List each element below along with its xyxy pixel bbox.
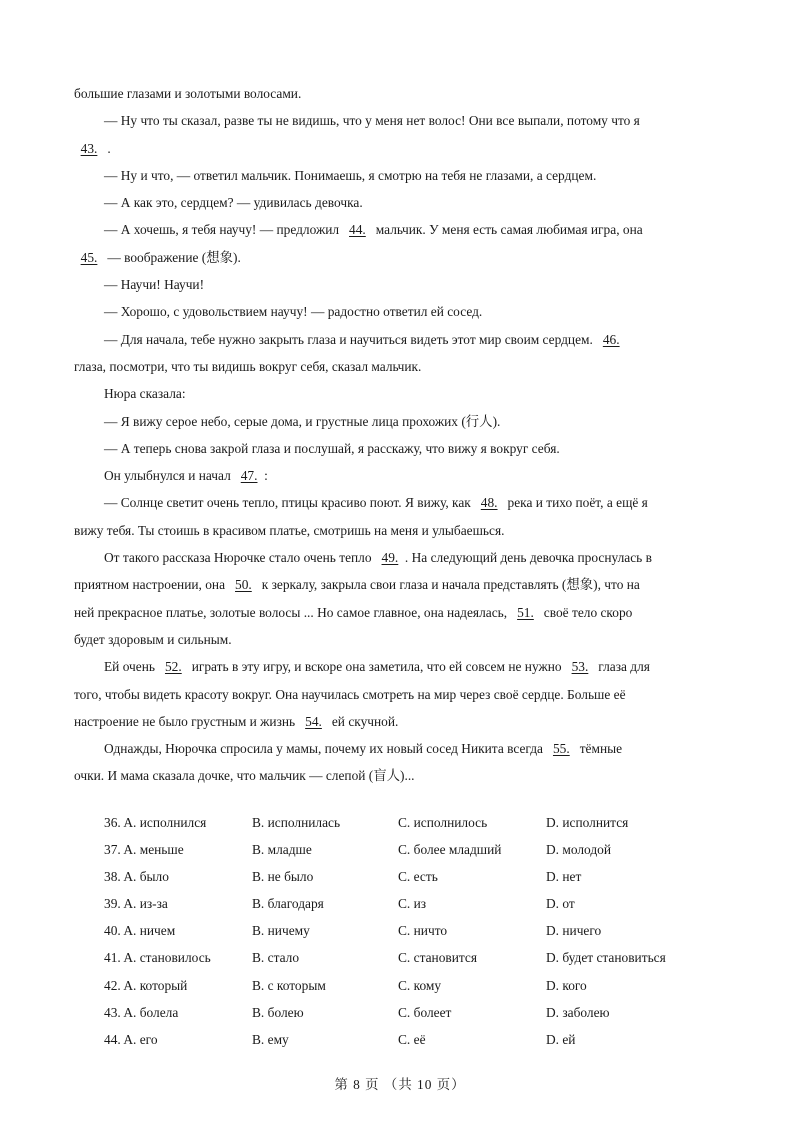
option-a-text: A. его bbox=[123, 1031, 158, 1047]
passage-text-run: — Я вижу серое небо, серые дома, и грустные лица прохожих (行人). bbox=[104, 413, 501, 429]
gap-number: 49. bbox=[381, 550, 399, 566]
question-number: 42. bbox=[104, 977, 121, 993]
question-number: 37. bbox=[104, 842, 121, 858]
passage-line bbox=[74, 189, 706, 216]
passage-line bbox=[74, 435, 706, 462]
gap-number: 51. bbox=[517, 604, 534, 620]
passage-text-run: настроение не было грустным и жизнь bbox=[74, 713, 299, 729]
option-c: C. есть bbox=[398, 869, 438, 885]
option-row bbox=[104, 836, 704, 863]
passage-text-run: глаза для bbox=[594, 659, 650, 675]
option-d: D. заболею bbox=[546, 1004, 610, 1020]
passage-line bbox=[74, 408, 706, 435]
option-a bbox=[104, 917, 252, 944]
option-d: D. будет становиться bbox=[546, 950, 666, 966]
passage-text-run: Ей очень bbox=[104, 659, 159, 675]
passage-text-run: — А как это, сердцем? — удивилась девочка. bbox=[104, 195, 363, 211]
option-c: C. из bbox=[398, 896, 427, 912]
option-row bbox=[104, 1026, 704, 1053]
option-d: D. от bbox=[546, 896, 575, 912]
option-d: D. исполнится bbox=[546, 815, 629, 830]
passage-line bbox=[74, 681, 706, 708]
passage-text-run: — Ну и что, — ответил мальчик. Понимаешь, я смотрю на тебя не глазами, а сердцем. bbox=[104, 167, 597, 183]
passage-text bbox=[74, 80, 706, 790]
passage-line bbox=[74, 162, 706, 189]
gap-number: 45. bbox=[80, 249, 98, 265]
question-number: 44. bbox=[104, 1031, 121, 1047]
question-number: 36. bbox=[104, 815, 121, 830]
option-a-text: A. ничем bbox=[123, 923, 176, 939]
option-c: C. более младший bbox=[398, 842, 502, 858]
option-a bbox=[104, 836, 252, 863]
gap-number: 53. bbox=[571, 659, 589, 675]
passage-line bbox=[74, 571, 706, 598]
passage-line bbox=[74, 626, 706, 653]
option-row bbox=[104, 917, 704, 944]
passage-line bbox=[74, 216, 706, 243]
option-a bbox=[104, 972, 252, 999]
option-a-text: A. болела bbox=[123, 1004, 179, 1020]
passage-text-run: — Ну что ты сказал, разве ты не видишь, что у меня нет волос! Они все выпали, потому что я bbox=[104, 113, 640, 129]
passage-text-run: своё тело скоро bbox=[540, 604, 633, 620]
option-a-text: A. меньше bbox=[123, 842, 184, 858]
passage-text-run: вижу тебя. Ты стоишь в красивом платье, смотришь на меня и улыбаешься. bbox=[74, 522, 505, 538]
option-b: B. исполнилась bbox=[252, 815, 341, 830]
passage-text-run: . На следующий день девочка проснулась в bbox=[404, 550, 652, 566]
passage-line bbox=[74, 735, 706, 762]
passage-text-run: — Научи! Научи! bbox=[104, 277, 205, 293]
passage-text-run: ей скучной. bbox=[328, 713, 399, 729]
passage-text-run: : bbox=[264, 468, 268, 484]
option-a-text: A. становилось bbox=[123, 950, 211, 966]
answer-options bbox=[104, 809, 704, 1053]
passage-line bbox=[74, 599, 706, 626]
passage-text-run: — воображение (想象). bbox=[104, 249, 241, 265]
gap-number: 55. bbox=[552, 741, 570, 757]
question-number: 39. bbox=[104, 896, 121, 912]
passage-text-run: — А хочешь, я тебя научу! — предложил bbox=[104, 222, 343, 238]
option-b: B. благодаря bbox=[252, 896, 324, 912]
passage-text-run: Однажды, Нюрочка спросила у мамы, почему их новый сосед Никита всегда bbox=[104, 741, 547, 757]
option-row bbox=[104, 809, 704, 836]
gap-number: 47. bbox=[240, 468, 258, 484]
passage-line bbox=[74, 80, 706, 107]
gap-number: 52. bbox=[164, 659, 182, 675]
passage-text-run: очки. И мама сказала дочке, что мальчик — слепой (盲人)... bbox=[74, 768, 415, 784]
option-c: C. кому bbox=[398, 977, 442, 993]
passage-text-run: — А теперь снова закрой глаза и послушай, я расскажу, что вижу я вокруг себя. bbox=[104, 440, 560, 456]
option-a bbox=[104, 1026, 252, 1053]
passage-line bbox=[74, 462, 706, 489]
gap-number: 46. bbox=[602, 331, 620, 347]
option-b: B. ничему bbox=[252, 923, 310, 939]
option-d: D. молодой bbox=[546, 842, 612, 858]
option-c: C. исполнилось bbox=[398, 815, 488, 830]
option-d: D. нет bbox=[546, 869, 582, 885]
option-row bbox=[104, 863, 704, 890]
passage-text-run: — Хорошо, с удовольствием научу! — радостно ответил ей сосед. bbox=[104, 304, 483, 320]
option-d: D. ей bbox=[546, 1031, 576, 1047]
passage-line bbox=[74, 298, 706, 325]
passage-text-run: будет здоровым и сильным. bbox=[74, 631, 232, 647]
option-d: D. кого bbox=[546, 977, 587, 993]
option-c: C. её bbox=[398, 1031, 426, 1047]
passage-text-run: ней прекрасное платье, золотые волосы ... Но самое главное, она надеялась, bbox=[74, 604, 511, 620]
passage-line bbox=[74, 653, 706, 680]
passage-line bbox=[74, 489, 706, 516]
option-a bbox=[104, 999, 252, 1026]
option-row bbox=[104, 972, 704, 999]
passage-line bbox=[74, 708, 706, 735]
passage-line bbox=[74, 762, 706, 789]
page-footer: 第 8 页 （共 10 页） bbox=[334, 1077, 466, 1092]
gap-number: 48. bbox=[480, 495, 498, 511]
option-b: B. болею bbox=[252, 1004, 304, 1020]
passage-text-run: мальчик. У меня есть самая любимая игра, она bbox=[372, 222, 643, 238]
option-b: B. младше bbox=[252, 842, 312, 858]
option-row bbox=[104, 890, 704, 917]
option-row bbox=[104, 944, 704, 971]
gap-number: 43. bbox=[80, 140, 98, 156]
option-d: D. ничего bbox=[546, 923, 602, 939]
option-a-text: A. который bbox=[123, 977, 188, 993]
gap-number: 44. bbox=[349, 222, 366, 238]
gap-number: 54. bbox=[305, 713, 322, 729]
option-c: C. становится bbox=[398, 950, 477, 966]
option-c: C. болеет bbox=[398, 1004, 452, 1020]
passage-line bbox=[74, 544, 706, 571]
passage-text-run: приятном настроении, она bbox=[74, 577, 229, 593]
passage-line bbox=[74, 517, 706, 544]
gap-number: 50. bbox=[235, 577, 252, 593]
passage-text-run: река и тихо поёт, а ещё я bbox=[504, 495, 648, 511]
option-c: C. ничто bbox=[398, 923, 448, 939]
option-a bbox=[104, 944, 252, 971]
passage-text-run: к зеркалу, закрыла свои глаза и начала представлять (想象), что на bbox=[258, 577, 640, 593]
passage-text-run: играть в эту игру, и вскоре она заметила, что ей совсем не нужно bbox=[188, 659, 565, 675]
passage-line bbox=[74, 135, 706, 162]
option-a bbox=[104, 809, 252, 836]
question-number: 38. bbox=[104, 869, 121, 885]
passage-text-run: — Для начала, тебе нужно закрыть глаза и научиться видеть этот мир своим сердцем. bbox=[104, 331, 597, 347]
passage-line bbox=[74, 353, 706, 380]
passage-line bbox=[74, 244, 706, 271]
passage-text-run: глаза, посмотри, что ты видишь вокруг себя, сказал мальчик. bbox=[74, 358, 422, 374]
question-number: 43. bbox=[104, 1004, 121, 1020]
option-b: B. стало bbox=[252, 950, 300, 966]
option-a bbox=[104, 890, 252, 917]
passage-line bbox=[74, 107, 706, 134]
option-b: B. с которым bbox=[252, 977, 326, 993]
option-b: B. не было bbox=[252, 869, 314, 885]
option-a-text: A. из-за bbox=[123, 896, 168, 912]
question-number: 40. bbox=[104, 923, 121, 939]
passage-text-run: того, чтобы видеть красоту вокруг. Она научилась смотреть на мир через своё сердце. Больше её bbox=[74, 686, 626, 702]
option-a bbox=[104, 863, 252, 890]
passage-text-run: тёмные bbox=[576, 741, 623, 757]
passage-line bbox=[74, 271, 706, 298]
passage-line bbox=[74, 380, 706, 407]
option-a-text: A. исполнился bbox=[123, 815, 207, 830]
passage-text-run: От такого рассказа Нюрочке стало очень тепло bbox=[104, 550, 375, 566]
passage-line bbox=[74, 326, 706, 353]
passage-text-run: Нюра сказала: bbox=[104, 386, 186, 402]
question-number: 41. bbox=[104, 950, 121, 966]
passage-text-run: Он улыбнулся и начал bbox=[104, 468, 235, 484]
passage-text-run: — Солнце светит очень тепло, птицы красиво поют. Я вижу, как bbox=[104, 495, 475, 511]
option-b: B. ему bbox=[252, 1031, 289, 1047]
option-row bbox=[104, 999, 704, 1026]
passage-text-run: большие глазами и золотыми волосами. bbox=[74, 86, 302, 101]
option-a-text: A. было bbox=[123, 869, 169, 885]
passage-text-run: . bbox=[104, 140, 111, 156]
